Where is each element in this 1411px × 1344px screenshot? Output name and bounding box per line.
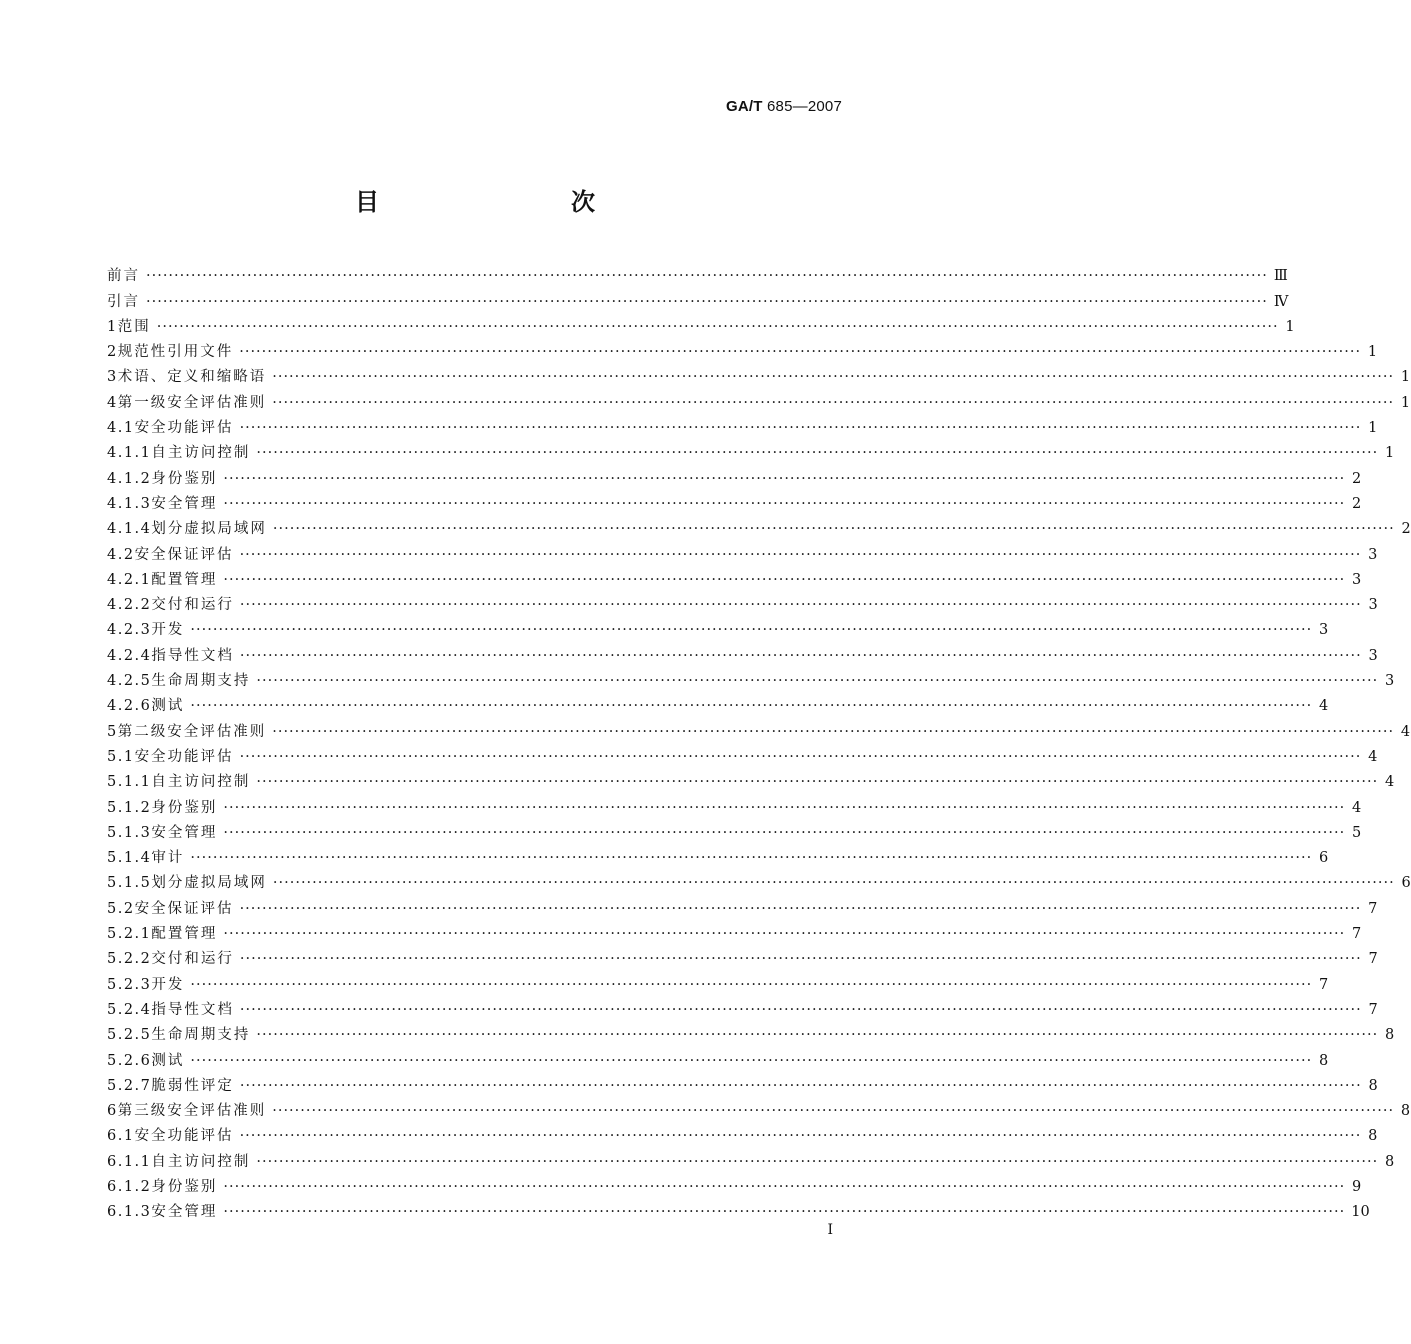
toc-entry-label: 安全功能评估 [134, 748, 234, 765]
toc-leader-dots: ········································································································································································································ [223, 1178, 1346, 1195]
toc-entry[interactable] [107, 387, 1411, 412]
toc-leader-dots: ········································································································································································································ [256, 673, 1379, 690]
toc-entry-label: 第三级安全评估准则 [117, 1103, 267, 1120]
toc-entry-number: 5.2.5 [107, 1027, 152, 1044]
toc-entry-label: 身份鉴别 [151, 1178, 218, 1195]
toc-entry-number: 6.1 [107, 1128, 135, 1145]
toc-entry-number: 4.2.5 [107, 673, 152, 690]
toc-entry-number: 5.1.2 [107, 799, 152, 816]
table-of-contents [107, 261, 1411, 1222]
toc-leader-dots: ········································································································································································································ [239, 420, 1362, 437]
toc-entry[interactable] [107, 286, 1289, 311]
toc-entry-label: 第一级安全评估准则 [117, 394, 267, 411]
toc-entry-page: 4 [1385, 774, 1395, 791]
toc-entry-page: 3 [1368, 647, 1378, 664]
toc-entry-number: 6 [107, 1103, 118, 1120]
toc-leader-dots: ········································································································································································································ [223, 495, 1346, 512]
toc-entry-number: 4.2.3 [107, 622, 152, 639]
toc-entry-label: 交付和运行 [151, 597, 234, 614]
toc-entry-number: 5.1.3 [107, 824, 152, 841]
toc-leader-dots: ········································································································································································································ [223, 926, 1346, 943]
toc-entry-page: 3 [1368, 597, 1378, 614]
toc-entry-label: 身份鉴别 [151, 470, 218, 487]
toc-entry[interactable] [107, 337, 1378, 362]
toc-entry-page: 1 [1385, 445, 1395, 462]
toc-leader-dots: ········································································································································································································ [239, 1001, 1362, 1018]
toc-entry[interactable] [107, 792, 1362, 817]
toc-entry-page: 2 [1352, 495, 1362, 512]
toc-entry-page: 3 [1319, 622, 1329, 639]
toc-entry[interactable] [107, 843, 1329, 868]
toc-entry-number: 6.1.3 [107, 1204, 152, 1221]
toc-entry-page: 2 [1401, 521, 1411, 538]
toc-entry-page: 9 [1352, 1178, 1362, 1195]
toc-entry-page: 7 [1368, 951, 1378, 968]
toc-entry-number: 5.2.2 [107, 951, 152, 968]
toc-entry-page: 8 [1368, 1128, 1378, 1145]
toc-entry-label: 划分虚拟局域网 [151, 875, 267, 892]
toc-entry[interactable] [107, 514, 1411, 539]
toc-leader-dots: ········································································································································································································ [190, 850, 1313, 867]
toc-entry[interactable] [107, 489, 1362, 514]
toc-entry-number: 4.2.4 [107, 647, 152, 664]
toc-leader-dots: ········································································································································································································ [239, 900, 1362, 917]
toc-leader-dots: ········································································································································································································ [223, 571, 1346, 588]
toc-entry-label: 术语、定义和缩略语 [117, 369, 267, 386]
toc-entry[interactable] [107, 1071, 1378, 1096]
toc-entry-number: 4.1.4 [107, 521, 152, 538]
document-code-prefix: GA/T [725, 98, 763, 115]
toc-entry-label: 安全保证评估 [134, 546, 234, 563]
toc-entry-page: 3 [1368, 546, 1378, 563]
toc-entry-page: 8 [1385, 1027, 1395, 1044]
toc-entry[interactable] [107, 995, 1378, 1020]
toc-entry[interactable] [107, 590, 1378, 615]
toc-entry-number: 4 [107, 394, 118, 411]
toc-leader-dots: ········································································································································································································ [223, 470, 1346, 487]
toc-leader-dots: ········································································································································································································ [239, 344, 1362, 361]
toc-entry-label: 开发 [151, 622, 185, 639]
toc-entry-number: 6.1.2 [107, 1178, 152, 1195]
toc-entry-page: 6 [1401, 875, 1411, 892]
toc-leader-dots: ········································································································································································································ [256, 1153, 1379, 1170]
toc-entry[interactable] [107, 919, 1362, 944]
toc-leader-dots: ········································································································································································································ [190, 622, 1313, 639]
toc-entry-number: 4.1.2 [107, 470, 152, 487]
toc-leader-dots: ········································································································································································································ [239, 951, 1362, 968]
toc-leader-dots: ········································································································································································································ [239, 546, 1362, 563]
toc-entry[interactable] [107, 539, 1378, 564]
toc-entry-number: 4.2.1 [107, 571, 152, 588]
toc-entry-label: 测试 [151, 1052, 185, 1069]
toc-entry[interactable] [107, 565, 1362, 590]
toc-leader-dots: ········································································································································································································ [239, 748, 1362, 765]
document-code [726, 98, 842, 115]
toc-entry-label: 审计 [151, 850, 185, 867]
toc-entry-number: 4.2.2 [107, 597, 152, 614]
toc-leader-dots: ········································································································································································································ [256, 445, 1379, 462]
toc-entry-number: 4.1.3 [107, 495, 152, 512]
toc-entry-page: 5 [1352, 824, 1362, 841]
toc-leader-dots: ········································································································································································································ [256, 1027, 1379, 1044]
toc-leader-dots: ········································································································································································································ [239, 597, 1362, 614]
toc-entry-page: 4 [1400, 723, 1411, 740]
toc-entry[interactable] [107, 893, 1378, 918]
toc-leader-dots: ········································································································································································································ [239, 1128, 1362, 1145]
toc-entry-number: 5.2 [107, 900, 135, 917]
toc-leader-dots: ········································································································································································································ [190, 1052, 1313, 1069]
toc-leader-dots: ········································································································································································································ [146, 268, 1268, 285]
toc-entry[interactable] [107, 463, 1362, 488]
toc-entry-page: 2 [1352, 470, 1362, 487]
toc-entry-number: 5 [107, 723, 118, 740]
toc-entry[interactable] [107, 1197, 1370, 1222]
toc-entry-page: Ⅲ [1273, 268, 1288, 285]
toc-entry-number: 4.2.6 [107, 698, 152, 715]
toc-entry[interactable] [107, 1096, 1411, 1121]
toc-entry-page: 4 [1368, 748, 1378, 765]
toc-entry-label: 安全管理 [151, 495, 218, 512]
toc-entry-page: 3 [1352, 571, 1362, 588]
toc-leader-dots: ········································································································································································································ [223, 824, 1346, 841]
toc-entry-label: 生命周期支持 [151, 673, 251, 690]
toc-leader-dots: ········································································································································································································ [190, 976, 1313, 993]
toc-entry-number: 1 [107, 318, 118, 335]
toc-entry-number: 5.1.4 [107, 850, 152, 867]
toc-entry-number: 6.1.1 [107, 1153, 152, 1170]
toc-entry-number: 2 [107, 344, 118, 361]
toc-entry-label: 交付和运行 [151, 951, 234, 968]
toc-entry[interactable] [107, 868, 1411, 893]
toc-entry-page: 1 [1400, 394, 1411, 411]
toc-leader-dots: ········································································································································································································ [272, 369, 1395, 386]
toc-leader-dots: ········································································································································································································ [239, 1077, 1362, 1094]
toc-entry-page: 8 [1368, 1077, 1378, 1094]
toc-entry-page: 6 [1319, 850, 1329, 867]
toc-entry-label: 范围 [117, 318, 151, 335]
toc-entry-label: 规范性引用文件 [117, 344, 234, 361]
toc-entry[interactable] [107, 438, 1395, 463]
toc-entry-number: 5.1.5 [107, 875, 152, 892]
toc-entry-label: 安全功能评估 [134, 1128, 234, 1145]
toc-entry-page: 8 [1400, 1103, 1411, 1120]
toc-entry-label: 配置管理 [151, 571, 218, 588]
toc-entry-label: 引言 [107, 293, 140, 310]
toc-entry-page: 3 [1385, 673, 1395, 690]
toc-entry-number: 5.2.3 [107, 976, 152, 993]
toc-entry-page: 7 [1368, 900, 1378, 917]
toc-entry[interactable] [107, 1146, 1395, 1171]
toc-entry-page: Ⅳ [1273, 293, 1289, 310]
toc-entry-label: 指导性文档 [151, 647, 234, 664]
toc-entry-label: 划分虚拟局域网 [151, 521, 267, 538]
document-code-number: 685—2007 [767, 98, 842, 115]
toc-entry-label: 自主访问控制 [151, 1153, 251, 1170]
toc-leader-dots: ········································································································································································································ [223, 1204, 1346, 1221]
toc-entry[interactable] [107, 716, 1411, 741]
toc-entry-label: 身份鉴别 [151, 799, 218, 816]
toc-entry[interactable] [107, 362, 1411, 387]
toc-entry-label: 安全功能评估 [134, 420, 234, 437]
toc-entry-page: 4 [1352, 799, 1362, 816]
toc-entry-label: 自主访问控制 [151, 774, 251, 791]
toc-entry-page: 1 [1285, 318, 1295, 335]
toc-entry-label: 指导性文档 [151, 1001, 234, 1018]
toc-entry-label: 配置管理 [151, 926, 218, 943]
toc-entry[interactable] [107, 691, 1329, 716]
toc-entry-label: 测试 [151, 698, 185, 715]
toc-leader-dots: ········································································································································································································ [272, 394, 1395, 411]
toc-entry[interactable] [107, 1121, 1378, 1146]
toc-entry[interactable] [107, 969, 1329, 994]
toc-leader-dots: ········································································································································································································ [272, 875, 1395, 892]
toc-entry-number: 5.2.6 [107, 1052, 152, 1069]
toc-entry-label: 安全保证评估 [134, 900, 234, 917]
toc-entry-number: 5.1.1 [107, 774, 152, 791]
toc-entry[interactable] [107, 818, 1362, 843]
toc-entry-label: 第二级安全评估准则 [117, 723, 267, 740]
toc-leader-dots: ········································································································································································································ [223, 799, 1346, 816]
toc-entry[interactable] [107, 1172, 1362, 1197]
toc-leader-dots: ········································································································································································································ [146, 293, 1268, 310]
toc-entry-page: 4 [1319, 698, 1329, 715]
toc-leader-dots: ········································································································································································································ [272, 723, 1395, 740]
toc-leader-dots: ········································································································································································································ [156, 318, 1279, 335]
toc-entry[interactable] [107, 312, 1295, 337]
toc-entry-label: 开发 [151, 976, 185, 993]
toc-entry-label: 自主访问控制 [151, 445, 251, 462]
toc-entry[interactable] [107, 666, 1395, 691]
toc-entry[interactable] [107, 261, 1288, 286]
toc-leader-dots: ········································································································································································································ [272, 521, 1395, 538]
toc-entry-page: 10 [1351, 1204, 1370, 1221]
toc-entry[interactable] [107, 742, 1378, 767]
toc-entry-number: 4.2 [107, 546, 135, 563]
toc-entry[interactable] [107, 1020, 1395, 1045]
toc-leader-dots: ········································································································································································································ [190, 698, 1313, 715]
toc-entry-number: 5.2.1 [107, 926, 152, 943]
toc-entry-label: 脆弱性评定 [151, 1077, 234, 1094]
toc-entry-number: 4.1.1 [107, 445, 152, 462]
toc-entry-number: 3 [107, 369, 118, 386]
toc-entry-page: 1 [1368, 420, 1378, 437]
toc-entry[interactable] [107, 413, 1378, 438]
toc-entry[interactable] [107, 944, 1378, 969]
toc-entry-label: 安全管理 [151, 1204, 218, 1221]
toc-entry-page: 8 [1385, 1153, 1395, 1170]
toc-entry[interactable] [107, 640, 1378, 665]
toc-entry-number: 5.2.7 [107, 1077, 152, 1094]
toc-entry-number: 5.1 [107, 748, 135, 765]
toc-entry-page: 7 [1368, 1001, 1378, 1018]
toc-entry[interactable] [107, 767, 1395, 792]
toc-entry-page: 8 [1319, 1052, 1329, 1069]
toc-entry[interactable] [107, 1045, 1329, 1070]
page-number: I [827, 1222, 833, 1238]
toc-entry-label: 前言 [107, 268, 140, 285]
toc-entry-number: 4.1 [107, 420, 135, 437]
toc-entry-number: 5.2.4 [107, 1001, 152, 1018]
toc-leader-dots: ········································································································································································································ [239, 647, 1362, 664]
toc-entry-page: 7 [1352, 926, 1362, 943]
toc-entry-page: 1 [1400, 369, 1411, 386]
toc-entry[interactable] [107, 615, 1329, 640]
toc-entry-label: 生命周期支持 [151, 1027, 251, 1044]
toc-entry-page: 7 [1319, 976, 1329, 993]
toc-leader-dots: ········································································································································································································ [272, 1103, 1395, 1120]
page-title: 目 次 [355, 187, 643, 216]
toc-entry-label: 安全管理 [151, 824, 218, 841]
toc-leader-dots: ········································································································································································································ [256, 774, 1379, 791]
toc-entry-page: 1 [1367, 344, 1378, 361]
